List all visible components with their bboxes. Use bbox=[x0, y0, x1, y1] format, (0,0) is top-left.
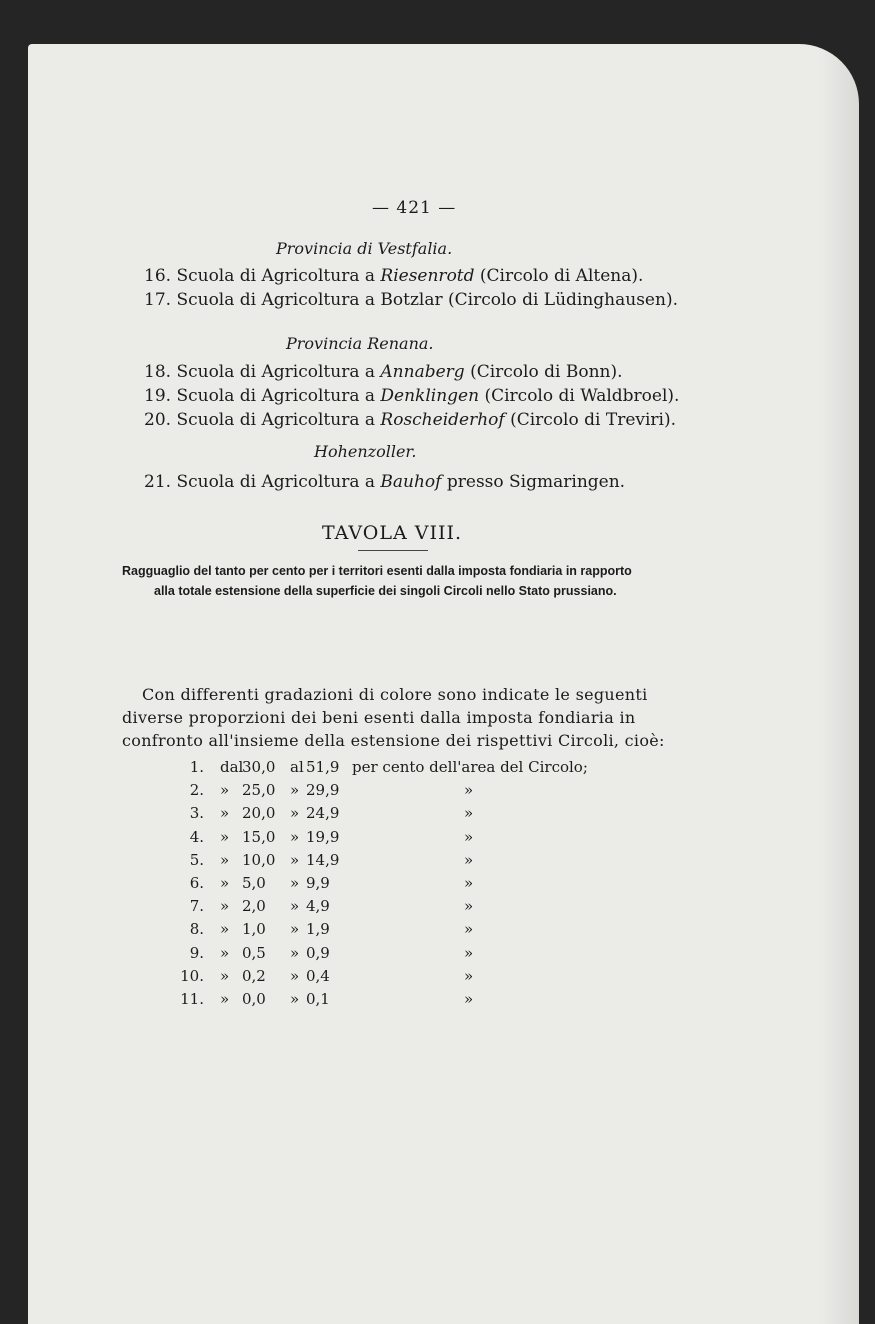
row-number: 5. bbox=[189, 850, 204, 869]
entry-17: 17. Scuola di Agricoltura a Botzlar (Circolo di Lüdinghausen). bbox=[144, 290, 678, 310]
range-from-word: » bbox=[220, 920, 230, 939]
proportion-row bbox=[164, 967, 684, 987]
row-number: 8. bbox=[189, 920, 204, 939]
section-heading-renana: Provincia Renana. bbox=[286, 334, 434, 353]
tavola-caption-line-2: alla totale estensione della superficie dei singoli Circoli nello Stato prussiano. bbox=[154, 584, 617, 598]
range-to-word: al bbox=[290, 758, 304, 776]
row-number: 7. bbox=[189, 897, 204, 916]
row-number: 6. bbox=[189, 874, 204, 892]
range-to-word: » bbox=[290, 850, 300, 869]
range-from-word: dal bbox=[220, 758, 244, 776]
range-from-word: » bbox=[220, 897, 230, 916]
range-to-value: 0,1 bbox=[306, 990, 330, 1008]
range-from-value: 10,0 bbox=[242, 850, 276, 869]
range-from-value: 30,0 bbox=[242, 758, 276, 776]
range-from-value: 0,2 bbox=[242, 966, 266, 985]
range-to-value: 29,9 bbox=[306, 781, 340, 800]
row-tail: » bbox=[464, 827, 474, 846]
range-from-word: » bbox=[220, 827, 230, 846]
range-to-value: 51,9 bbox=[306, 758, 340, 776]
entry-21: 21. Scuola di Agricoltura a Bauhof presso Sigmaringen. bbox=[144, 472, 626, 492]
row-tail: » bbox=[464, 943, 474, 962]
range-to-word: » bbox=[290, 781, 300, 800]
row-tail: » bbox=[464, 781, 474, 800]
proportion-row bbox=[164, 758, 684, 778]
range-from-word: » bbox=[220, 804, 230, 823]
proportion-row bbox=[164, 851, 684, 871]
proportion-row bbox=[164, 990, 684, 1010]
range-from-value: 15,0 bbox=[242, 827, 276, 846]
range-from-value: 25,0 bbox=[242, 781, 276, 800]
range-to-word: » bbox=[290, 990, 300, 1008]
range-to-value: 1,9 bbox=[306, 920, 330, 939]
row-number: 3. bbox=[189, 804, 204, 823]
row-number: 4. bbox=[189, 827, 204, 846]
range-to-word: » bbox=[290, 897, 300, 916]
row-tail: » bbox=[464, 804, 474, 823]
range-to-value: 24,9 bbox=[306, 804, 340, 823]
page-number: — 421 — bbox=[372, 198, 457, 218]
range-from-value: 1,0 bbox=[242, 920, 266, 939]
range-from-value: 5,0 bbox=[242, 874, 266, 892]
range-to-value: 0,4 bbox=[306, 966, 330, 985]
entry-18: 18. Scuola di Agricoltura a Annaberg (Circolo di Bonn). bbox=[144, 362, 623, 382]
intro-line-3: confronto all'insieme della estensione dei rispettivi Circoli, cioè: bbox=[122, 731, 665, 750]
title-rule bbox=[358, 550, 428, 551]
proportion-row bbox=[164, 804, 684, 824]
row-number: 2. bbox=[189, 781, 204, 800]
proportion-row bbox=[164, 874, 684, 894]
book-page bbox=[28, 44, 859, 1324]
row-tail: » bbox=[464, 874, 474, 892]
range-to-value: 14,9 bbox=[306, 850, 340, 869]
entry-16: 16. Scuola di Agricoltura a Riesenrotd (Circolo di Altena). bbox=[144, 266, 644, 286]
tavola-caption-line-1: Ragguaglio del tanto per cento per i territori esenti dalla imposta fondiaria in rapporto bbox=[122, 564, 632, 578]
proportion-row bbox=[164, 920, 684, 940]
range-to-value: 19,9 bbox=[306, 827, 340, 846]
range-from-word: » bbox=[220, 943, 230, 962]
row-number: 1. bbox=[189, 758, 204, 776]
proportion-row bbox=[164, 897, 684, 917]
proportion-row bbox=[164, 828, 684, 848]
row-number: 10. bbox=[180, 966, 204, 985]
range-from-word: » bbox=[220, 966, 230, 985]
row-tail: » bbox=[464, 920, 474, 939]
row-tail: » bbox=[464, 897, 474, 916]
intro-line-2: diverse proporzioni dei beni esenti dalla imposta fondiaria in bbox=[122, 708, 636, 727]
range-to-word: » bbox=[290, 874, 300, 892]
intro-line-1: Con differenti gradazioni di colore sono indicate le seguenti bbox=[142, 685, 648, 704]
range-to-word: » bbox=[290, 966, 300, 985]
range-to-word: » bbox=[290, 827, 300, 846]
proportion-row bbox=[164, 944, 684, 964]
tavola-title: TAVOLA VIII. bbox=[322, 522, 463, 544]
row-tail: per cento dell'area del Circolo; bbox=[352, 758, 588, 776]
row-tail: » bbox=[464, 850, 474, 869]
range-to-value: 0,9 bbox=[306, 943, 330, 962]
range-to-value: 4,9 bbox=[306, 897, 330, 916]
range-from-word: » bbox=[220, 874, 230, 892]
range-from-word: » bbox=[220, 850, 230, 869]
entry-19: 19. Scuola di Agricoltura a Denklingen (Circolo di Waldbroel). bbox=[144, 386, 680, 406]
proportion-row bbox=[164, 781, 684, 801]
row-number: 9. bbox=[189, 943, 204, 962]
range-to-word: » bbox=[290, 943, 300, 962]
section-heading-hohenzoller: Hohenzoller. bbox=[314, 442, 417, 461]
range-from-value: 2,0 bbox=[242, 897, 266, 916]
section-heading-vestfalia: Provincia di Vestfalia. bbox=[276, 239, 453, 258]
range-to-value: 9,9 bbox=[306, 874, 330, 892]
range-from-value: 0,5 bbox=[242, 943, 266, 962]
range-to-word: » bbox=[290, 804, 300, 823]
row-tail: » bbox=[464, 990, 474, 1008]
range-to-word: » bbox=[290, 920, 300, 939]
entry-20: 20. Scuola di Agricoltura a Roscheiderhof (Circolo di Treviri). bbox=[144, 410, 677, 430]
range-from-word: » bbox=[220, 781, 230, 800]
range-from-value: 0,0 bbox=[242, 990, 266, 1008]
range-from-value: 20,0 bbox=[242, 804, 276, 823]
row-tail: » bbox=[464, 966, 474, 985]
range-from-word: » bbox=[220, 990, 230, 1008]
row-number: 11. bbox=[180, 990, 204, 1008]
